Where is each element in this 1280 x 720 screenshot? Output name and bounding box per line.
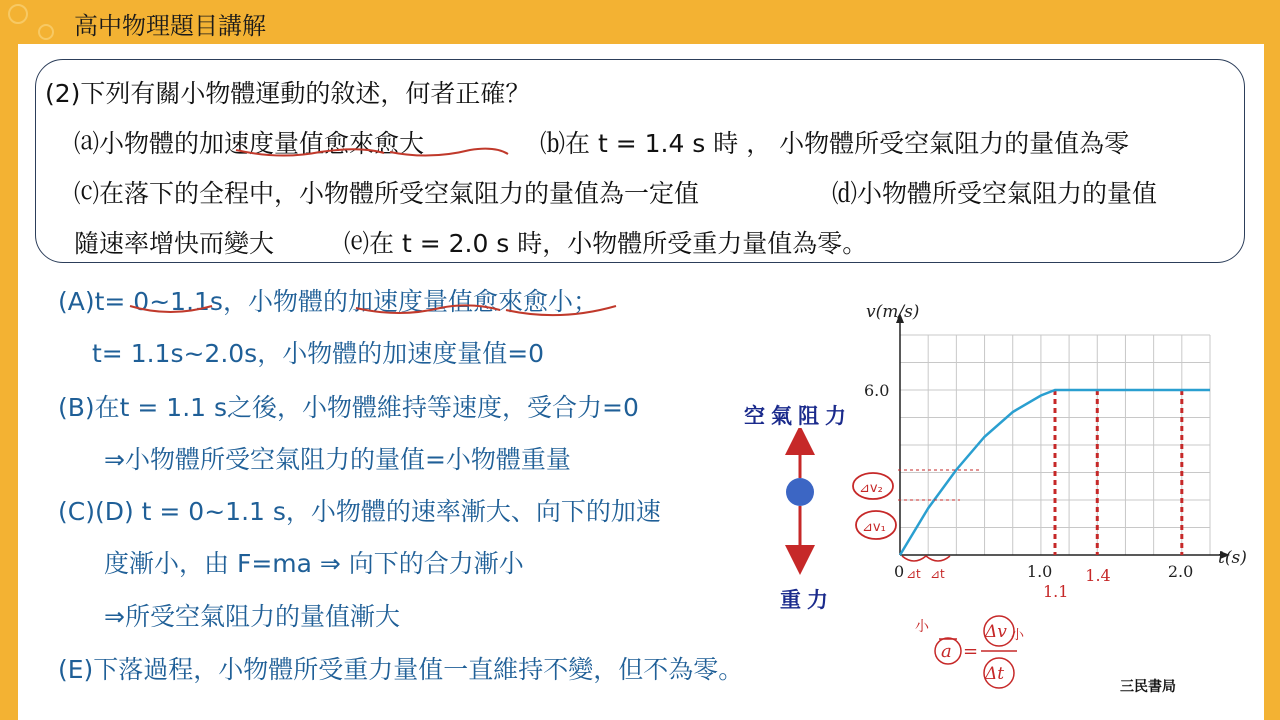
answer-b-line2: ⇒小物體所受空氣阻力的量值=小物體重量 (104, 445, 571, 474)
x-tick-label: 2.0 (1167, 562, 1194, 581)
y-axis-label: v(m/s) (866, 302, 920, 322)
force-diagram (770, 428, 830, 578)
chart-axes (896, 313, 1230, 559)
object-ball (786, 478, 814, 506)
chart-markers (1043, 390, 1182, 601)
eq-note-left: 小 (915, 619, 929, 635)
answer-e-line1: (E)下落過程，小物體所受重力量值一直維持不變，但不為零。 (58, 655, 744, 684)
eq-note-right: 小 (1011, 628, 1025, 643)
acceleration-equation (905, 605, 1025, 695)
eq-denominator: Δt (985, 664, 1005, 684)
decoration-circle (38, 24, 54, 40)
decoration-circle (8, 4, 28, 24)
delta-t2-text: ⊿t (930, 567, 945, 581)
delta-v1-text: ⊿v₁ (862, 520, 886, 535)
marker-label: 1.4 (1085, 566, 1111, 585)
y-tick-label: 6.0 (864, 381, 890, 400)
gravity-label: 重力 (780, 588, 834, 612)
option-d-continued: 隨速率增快而變大 (74, 229, 275, 258)
air-resistance-label: 空氣阻力 (744, 404, 852, 428)
delta-t1-text: ⊿t (906, 567, 921, 581)
option-a: ⒜小物體的加速度量值愈來愈大 (74, 129, 425, 158)
option-c: ⒞在落下的全程中，小物體所受空氣阻力的量值為一定值 (74, 179, 700, 208)
eq-numerator: Δv (985, 622, 1007, 642)
marker-label: 1.1 (1043, 582, 1069, 601)
answer-cd-line1: (C)(D) t = 0~1.1 s，小物體的速率漸大、向下的加速 (58, 497, 661, 526)
option-d: ⒟小物體所受空氣阻力的量值 (832, 179, 1158, 208)
velocity-time-chart (840, 295, 1260, 615)
tick-labels (864, 381, 1193, 581)
option-e: ⒠在 t = 2.0 s 時，小物體所受重力量值為零。 (344, 229, 868, 258)
x-tick-label: 0 (894, 562, 905, 581)
eq-lhs: a (941, 641, 952, 662)
page-title: 高中物理題目講解 (74, 12, 266, 40)
publisher-logo: 三民書局 (1120, 679, 1176, 695)
answer-cd-line2: 度漸小，由 F=ma ⇒ 向下的合力漸小 (104, 549, 524, 578)
answer-b-line1: (B)在t = 1.1 s之後，小物體維持等速度，受合力=0 (58, 393, 639, 422)
question-stem: (2)下列有關小物體運動的敘述，何者正確？ (45, 79, 531, 108)
eq-equals: = (963, 641, 979, 662)
answer-a-line2: t= 1.1s~2.0s，小物體的加速度量值=0 (92, 339, 545, 368)
option-b: ⒝在 t = 1.4 s 時 ， 小物體所受空氣阻力的量值為零 (540, 129, 1130, 158)
x-axis-label: t(s) (1218, 548, 1247, 568)
answer-cd-line3: ⇒所受空氣阻力的量值漸大 (104, 602, 400, 631)
answer-a-line1: (A)t= 0~1.1s，小物體的加速度量值愈來愈小； (58, 287, 598, 316)
x-tick-label: 1.0 (1026, 562, 1053, 581)
delta-v2-text: ⊿v₂ (859, 481, 883, 496)
